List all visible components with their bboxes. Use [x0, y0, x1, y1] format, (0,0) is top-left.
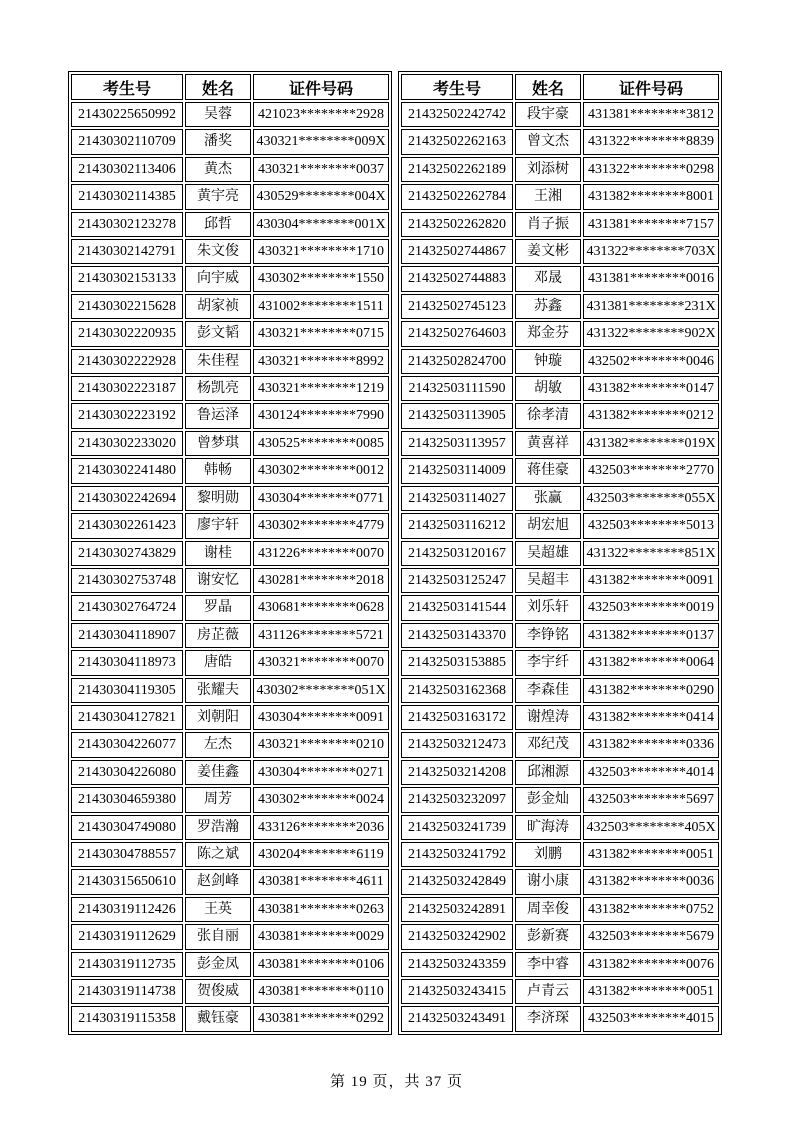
id-number-cell: 431382********0036	[583, 869, 719, 894]
table-row	[401, 239, 719, 264]
name-cell: 廖宇轩	[185, 513, 251, 538]
table-row	[71, 1006, 389, 1031]
candidate-table-right	[398, 71, 722, 1035]
name-cell: 鲁运泽	[185, 403, 251, 428]
candidate-no-cell: 21432502744883	[401, 266, 513, 291]
name-cell: 曾文杰	[515, 129, 581, 154]
table-row	[71, 897, 389, 922]
id-number-cell: 430321********0715	[253, 321, 389, 346]
name-cell: 李森佳	[515, 678, 581, 703]
table-row	[71, 815, 389, 840]
table-row	[71, 678, 389, 703]
table-row	[71, 458, 389, 483]
table-row	[71, 705, 389, 730]
id-number-cell: 430381********0110	[253, 979, 389, 1004]
name-cell: 刘添树	[515, 157, 581, 182]
table-row	[401, 102, 719, 127]
name-cell: 黄杰	[185, 157, 251, 182]
candidate-no-cell: 21430304788557	[71, 842, 183, 867]
table-row	[401, 979, 719, 1004]
name-cell: 李宇纤	[515, 650, 581, 675]
name-cell: 邓晟	[515, 266, 581, 291]
table-row	[71, 623, 389, 648]
table-row	[401, 129, 719, 154]
candidate-no-cell: 21430302764724	[71, 595, 183, 620]
name-cell: 谢煌涛	[515, 705, 581, 730]
candidate-no-cell: 21432503143370	[401, 623, 513, 648]
id-number-cell: 431381********231X	[583, 294, 719, 319]
table-row	[71, 294, 389, 319]
id-number-cell: 431381********0016	[583, 266, 719, 291]
candidate-no-cell: 21430302743829	[71, 541, 183, 566]
candidate-no-cell: 21432503212473	[401, 732, 513, 757]
header-row	[71, 74, 389, 100]
table-row	[401, 294, 719, 319]
name-cell: 罗晶	[185, 595, 251, 620]
candidate-no-cell: 21430302110709	[71, 129, 183, 154]
id-number-cell: 432502********0046	[583, 349, 719, 374]
candidate-no-cell: 21432503214208	[401, 760, 513, 785]
id-number-cell: 430381********0106	[253, 952, 389, 977]
table-row	[401, 184, 719, 209]
name-cell: 姜佳鑫	[185, 760, 251, 785]
candidate-no-cell: 21430319112629	[71, 924, 183, 949]
candidate-no-cell: 21430302220935	[71, 321, 183, 346]
name-cell: 刘乐轩	[515, 595, 581, 620]
table-row	[71, 869, 389, 894]
candidate-no-cell: 21432503242849	[401, 869, 513, 894]
candidate-no-cell: 21432503241739	[401, 815, 513, 840]
table-row	[71, 239, 389, 264]
id-number-cell: 431126********5721	[253, 623, 389, 648]
name-cell: 彭金凤	[185, 952, 251, 977]
table-row	[401, 321, 719, 346]
name-cell: 邱哲	[185, 212, 251, 237]
id-number-cell: 430321********009X	[253, 129, 389, 154]
table-row	[71, 266, 389, 291]
id-number-cell: 430304********0091	[253, 705, 389, 730]
id-number-cell: 433126********2036	[253, 815, 389, 840]
candidate-no-cell: 21432503114027	[401, 486, 513, 511]
candidate-no-cell: 21432503162368	[401, 678, 513, 703]
name-cell: 左杰	[185, 732, 251, 757]
candidate-no-cell: 21432503141544	[401, 595, 513, 620]
id-number-cell: 432503********5013	[583, 513, 719, 538]
candidate-no-cell: 21430319115358	[71, 1006, 183, 1031]
name-cell: 周幸俊	[515, 897, 581, 922]
table-row	[401, 212, 719, 237]
header-name: 姓名	[185, 74, 251, 100]
id-number-cell: 430304********001X	[253, 212, 389, 237]
roster-tables	[68, 71, 722, 1035]
candidate-no-cell: 21430304127821	[71, 705, 183, 730]
table-row	[401, 568, 719, 593]
id-number-cell: 431381********7157	[583, 212, 719, 237]
id-number-cell: 432503********0019	[583, 595, 719, 620]
table-row	[71, 102, 389, 127]
table-row	[71, 513, 389, 538]
table-row	[401, 376, 719, 401]
table-row	[401, 541, 719, 566]
candidate-no-cell: 21430302753748	[71, 568, 183, 593]
header-name: 姓名	[515, 74, 581, 100]
candidate-no-cell: 21432502262189	[401, 157, 513, 182]
id-number-cell: 430204********6119	[253, 842, 389, 867]
header-candidate-no: 考生号	[71, 74, 183, 100]
id-number-cell: 430281********2018	[253, 568, 389, 593]
id-number-cell: 431002********1511	[253, 294, 389, 319]
name-cell: 郑金芬	[515, 321, 581, 346]
name-cell: 黄喜祥	[515, 431, 581, 456]
id-number-cell: 431382********0051	[583, 842, 719, 867]
table-row	[71, 541, 389, 566]
id-number-cell: 430321********0070	[253, 650, 389, 675]
id-number-cell: 430321********0210	[253, 732, 389, 757]
name-cell: 胡宏旭	[515, 513, 581, 538]
candidate-no-cell: 21432503243415	[401, 979, 513, 1004]
id-number-cell: 430381********4611	[253, 869, 389, 894]
name-cell: 苏鑫	[515, 294, 581, 319]
name-cell: 朱文俊	[185, 239, 251, 264]
candidate-no-cell: 21432503241792	[401, 842, 513, 867]
name-cell: 钟璇	[515, 349, 581, 374]
table-row	[71, 349, 389, 374]
name-cell: 姜文彬	[515, 239, 581, 264]
id-number-cell: 430381********0263	[253, 897, 389, 922]
candidate-no-cell: 21430302113406	[71, 157, 183, 182]
name-cell: 王英	[185, 897, 251, 922]
id-number-cell: 431382********0212	[583, 403, 719, 428]
candidate-no-cell: 21430302153133	[71, 266, 183, 291]
table-row	[71, 760, 389, 785]
id-number-cell: 431381********3812	[583, 102, 719, 127]
candidate-no-cell: 21432503113957	[401, 431, 513, 456]
name-cell: 彭金灿	[515, 787, 581, 812]
name-cell: 韩畅	[185, 458, 251, 483]
id-number-cell: 430525********0085	[253, 431, 389, 456]
id-number-cell: 430302********0024	[253, 787, 389, 812]
table-row	[401, 869, 719, 894]
name-cell: 刘鹏	[515, 842, 581, 867]
id-number-cell: 430302********4779	[253, 513, 389, 538]
table-row	[401, 157, 719, 182]
id-number-cell: 430381********0029	[253, 924, 389, 949]
candidate-no-cell: 21430302223187	[71, 376, 183, 401]
name-cell: 贺俊威	[185, 979, 251, 1004]
name-cell: 王湘	[515, 184, 581, 209]
table-row	[401, 266, 719, 291]
name-cell: 彭新赛	[515, 924, 581, 949]
name-cell: 杨凯亮	[185, 376, 251, 401]
candidate-no-cell: 21432503116212	[401, 513, 513, 538]
id-number-cell: 430302********1550	[253, 266, 389, 291]
id-number-cell: 431382********0414	[583, 705, 719, 730]
id-number-cell: 430529********004X	[253, 184, 389, 209]
candidate-no-cell: 21430319112735	[71, 952, 183, 977]
id-number-cell: 432503********2770	[583, 458, 719, 483]
candidate-no-cell: 21432503125247	[401, 568, 513, 593]
header-row	[401, 74, 719, 100]
id-number-cell: 431322********851X	[583, 541, 719, 566]
id-number-cell: 431322********8839	[583, 129, 719, 154]
table-row	[71, 924, 389, 949]
id-number-cell: 432503********5697	[583, 787, 719, 812]
candidate-no-cell: 21432503120167	[401, 541, 513, 566]
candidate-no-cell: 21432503163172	[401, 705, 513, 730]
candidate-table-left	[68, 71, 392, 1035]
id-number-cell: 431226********0070	[253, 541, 389, 566]
table-row	[71, 157, 389, 182]
name-cell: 刘朝阳	[185, 705, 251, 730]
name-cell: 黎明勋	[185, 486, 251, 511]
table-row	[71, 129, 389, 154]
table-row	[401, 705, 719, 730]
name-cell: 邓纪茂	[515, 732, 581, 757]
id-number-cell: 431322********0298	[583, 157, 719, 182]
id-number-cell: 430321********1219	[253, 376, 389, 401]
header-candidate-no: 考生号	[401, 74, 513, 100]
candidate-no-cell: 21430319114738	[71, 979, 183, 1004]
candidate-no-cell: 21430304226080	[71, 760, 183, 785]
candidate-no-cell: 21432503243491	[401, 1006, 513, 1031]
table-row	[401, 650, 719, 675]
candidate-no-cell: 21432503243359	[401, 952, 513, 977]
table-row	[71, 650, 389, 675]
name-cell: 罗浩瀚	[185, 815, 251, 840]
table-row	[71, 732, 389, 757]
name-cell: 李铮铭	[515, 623, 581, 648]
id-number-cell: 431382********019X	[583, 431, 719, 456]
table-row	[71, 212, 389, 237]
table-row	[401, 787, 719, 812]
id-number-cell: 430381********0292	[253, 1006, 389, 1031]
candidate-no-cell: 21432502764603	[401, 321, 513, 346]
name-cell: 彭文韬	[185, 321, 251, 346]
candidate-no-cell: 21430319112426	[71, 897, 183, 922]
name-cell: 胡敏	[515, 376, 581, 401]
table-row	[71, 376, 389, 401]
table-row	[401, 431, 719, 456]
table-row	[71, 568, 389, 593]
candidate-no-cell: 21432502262820	[401, 212, 513, 237]
table-row	[401, 678, 719, 703]
name-cell: 段宇豪	[515, 102, 581, 127]
name-cell: 唐皓	[185, 650, 251, 675]
table-row	[71, 321, 389, 346]
candidate-no-cell: 21432502242742	[401, 102, 513, 127]
table-row	[401, 952, 719, 977]
table-row	[71, 979, 389, 1004]
candidate-no-cell: 21430304226077	[71, 732, 183, 757]
name-cell: 房芷薇	[185, 623, 251, 648]
id-number-cell: 430321********0037	[253, 157, 389, 182]
candidate-no-cell: 21432502744867	[401, 239, 513, 264]
id-number-cell: 430304********0271	[253, 760, 389, 785]
candidate-no-cell: 21430302223192	[71, 403, 183, 428]
candidate-no-cell: 21432502745123	[401, 294, 513, 319]
name-cell: 谢小康	[515, 869, 581, 894]
name-cell: 徐孝清	[515, 403, 581, 428]
id-number-cell: 430304********0771	[253, 486, 389, 511]
id-number-cell: 432503********055X	[583, 486, 719, 511]
table-row	[401, 403, 719, 428]
name-cell: 李济琛	[515, 1006, 581, 1031]
name-cell: 向宇威	[185, 266, 251, 291]
name-cell: 谢安忆	[185, 568, 251, 593]
id-number-cell: 431382********0147	[583, 376, 719, 401]
table-row	[71, 842, 389, 867]
table-row	[71, 184, 389, 209]
candidate-no-cell: 21430302215628	[71, 294, 183, 319]
name-cell: 潘奖	[185, 129, 251, 154]
name-cell: 谢桂	[185, 541, 251, 566]
candidate-no-cell: 21432503232097	[401, 787, 513, 812]
candidate-no-cell: 21430302222928	[71, 349, 183, 374]
name-cell: 吴超雄	[515, 541, 581, 566]
header-id-number: 证件号码	[583, 74, 719, 100]
table-row	[401, 732, 719, 757]
id-number-cell: 432503********5679	[583, 924, 719, 949]
table-row	[401, 513, 719, 538]
candidate-no-cell: 21430302114385	[71, 184, 183, 209]
id-number-cell: 431382********8001	[583, 184, 719, 209]
name-cell: 朱佳程	[185, 349, 251, 374]
id-number-cell: 431382********0752	[583, 897, 719, 922]
table-row	[401, 842, 719, 867]
table-row	[401, 815, 719, 840]
candidate-no-cell: 21432502262784	[401, 184, 513, 209]
name-cell: 胡家祯	[185, 294, 251, 319]
table-row	[401, 623, 719, 648]
candidate-no-cell: 21430304659380	[71, 787, 183, 812]
table-row	[71, 595, 389, 620]
table-row	[401, 349, 719, 374]
id-number-cell: 430321********8992	[253, 349, 389, 374]
id-number-cell: 431382********0051	[583, 979, 719, 1004]
name-cell: 张赢	[515, 486, 581, 511]
name-cell: 周芳	[185, 787, 251, 812]
candidate-no-cell: 21430302123278	[71, 212, 183, 237]
name-cell: 赵剑峰	[185, 869, 251, 894]
candidate-no-cell: 21430225650992	[71, 102, 183, 127]
id-number-cell: 421023********2928	[253, 102, 389, 127]
candidate-no-cell: 21430302241480	[71, 458, 183, 483]
table-row	[71, 403, 389, 428]
table-row	[71, 486, 389, 511]
name-cell: 肖子振	[515, 212, 581, 237]
name-cell: 戴钰豪	[185, 1006, 251, 1031]
id-number-cell: 430321********1710	[253, 239, 389, 264]
name-cell: 陈之斌	[185, 842, 251, 867]
id-number-cell: 431382********0290	[583, 678, 719, 703]
name-cell: 李中睿	[515, 952, 581, 977]
table-row	[71, 787, 389, 812]
table-row	[401, 1006, 719, 1031]
header-id-number: 证件号码	[253, 74, 389, 100]
table-row	[401, 760, 719, 785]
id-number-cell: 430681********0628	[253, 595, 389, 620]
candidate-no-cell: 21430304118907	[71, 623, 183, 648]
name-cell: 曾梦琪	[185, 431, 251, 456]
candidate-no-cell: 21430315650610	[71, 869, 183, 894]
candidate-no-cell: 21430304118973	[71, 650, 183, 675]
candidate-no-cell: 21432502262163	[401, 129, 513, 154]
id-number-cell: 431382********0064	[583, 650, 719, 675]
name-cell: 邱湘源	[515, 760, 581, 785]
candidate-no-cell: 21430302233020	[71, 431, 183, 456]
id-number-cell: 430302********051X	[253, 678, 389, 703]
page-footer: 第 19 页，共 37 页	[329, 1074, 463, 1090]
id-number-cell: 431322********902X	[583, 321, 719, 346]
id-number-cell: 430124********7990	[253, 403, 389, 428]
candidate-no-cell: 21430302261423	[71, 513, 183, 538]
id-number-cell: 431382********0091	[583, 568, 719, 593]
id-number-cell: 431322********703X	[583, 239, 719, 264]
candidate-no-cell: 21432503111590	[401, 376, 513, 401]
name-cell: 吴超丰	[515, 568, 581, 593]
id-number-cell: 432503********405X	[583, 815, 719, 840]
table-row	[71, 431, 389, 456]
candidate-no-cell: 21432502824700	[401, 349, 513, 374]
candidate-no-cell: 21432503153885	[401, 650, 513, 675]
candidate-no-cell: 21430302142791	[71, 239, 183, 264]
id-number-cell: 431382********0076	[583, 952, 719, 977]
name-cell: 张自丽	[185, 924, 251, 949]
candidate-no-cell: 21432503242902	[401, 924, 513, 949]
table-row	[71, 952, 389, 977]
name-cell: 张耀夫	[185, 678, 251, 703]
table-row	[401, 458, 719, 483]
table-row	[401, 486, 719, 511]
candidate-no-cell: 21430302242694	[71, 486, 183, 511]
table-row	[401, 897, 719, 922]
table-row	[401, 924, 719, 949]
candidate-no-cell: 21430304119305	[71, 678, 183, 703]
candidate-no-cell: 21430304749080	[71, 815, 183, 840]
id-number-cell: 431382********0137	[583, 623, 719, 648]
name-cell: 卢青云	[515, 979, 581, 1004]
candidate-no-cell: 21432503242891	[401, 897, 513, 922]
candidate-no-cell: 21432503113905	[401, 403, 513, 428]
name-cell: 蒋佳豪	[515, 458, 581, 483]
id-number-cell: 430302********0012	[253, 458, 389, 483]
id-number-cell: 432503********4014	[583, 760, 719, 785]
name-cell: 吴蓉	[185, 102, 251, 127]
table-row	[401, 595, 719, 620]
candidate-no-cell: 21432503114009	[401, 458, 513, 483]
id-number-cell: 431382********0336	[583, 732, 719, 757]
id-number-cell: 432503********4015	[583, 1006, 719, 1031]
name-cell: 黄宇亮	[185, 184, 251, 209]
name-cell: 旷海涛	[515, 815, 581, 840]
